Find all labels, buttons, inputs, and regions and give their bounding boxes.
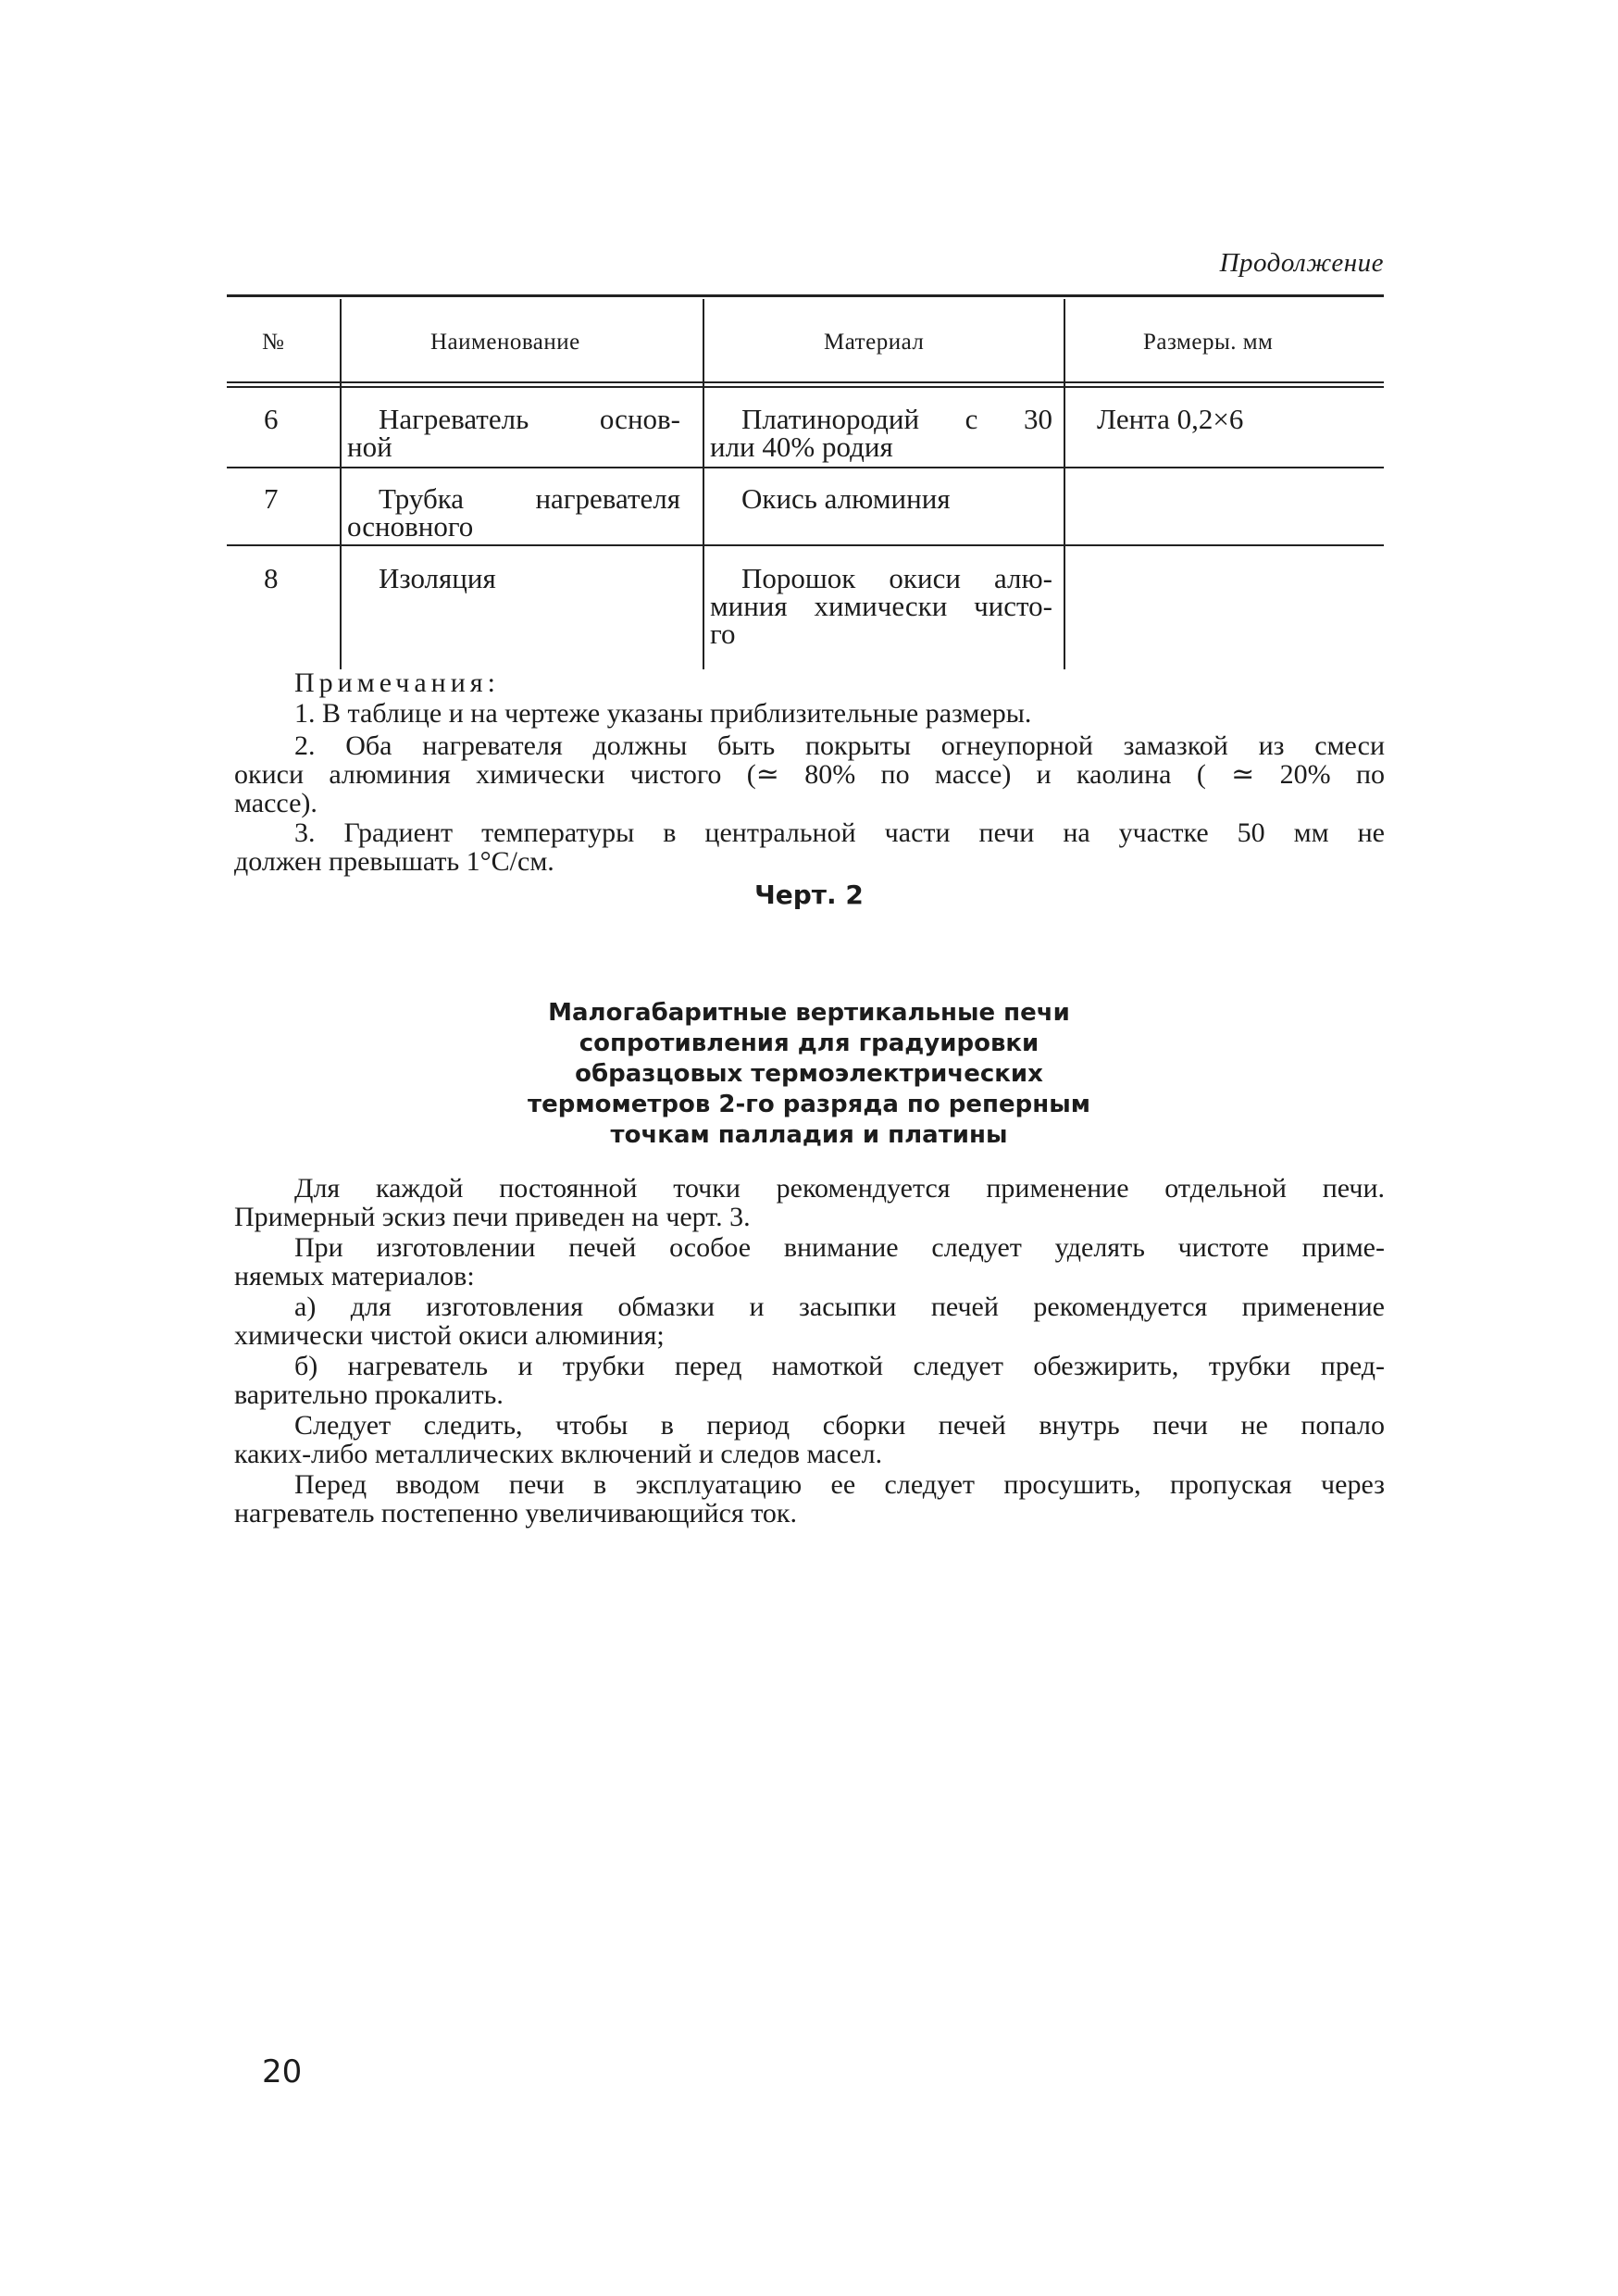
page-number: 20	[262, 2053, 303, 2090]
table-col-rule	[703, 299, 704, 669]
notes-title: Примечания:	[294, 668, 500, 698]
section-heading: Малогабаритные вертикальные печи сопротивления для градуировки образцовых термоэлектрических термометров 2-го разряда по реперным точкам палладия и платины	[528, 999, 1090, 1149]
row-6-name: Нагреватель основ- ной	[347, 403, 680, 463]
header-material: Материал	[824, 330, 925, 355]
header-size: Размеры. мм	[1143, 330, 1274, 355]
table-row-rule	[227, 544, 1384, 546]
table-row-rule	[227, 467, 1384, 468]
row-8-number: 8	[264, 562, 279, 594]
note-1: 1. В таблице и на чертеже указаны приблизительные размеры.	[294, 698, 1032, 729]
row-6-size: Лента 0,2×6	[1097, 403, 1244, 435]
table-top-rule	[227, 294, 1384, 297]
paragraph-3: а) для изготовления обмазки и засыпки печей рекомендуется применение химически чистой окиси алюминия;	[234, 1292, 1385, 1351]
paragraph-2: При изготовлении печей особое внимание следует уделять чистоте приме- няемых материалов:	[234, 1232, 1385, 1292]
table-col-rule	[340, 299, 342, 669]
row-8-name: Изоляция	[379, 562, 496, 594]
table-header-rule-2	[227, 386, 1384, 388]
row-8-material: Порошок окиси алю- миния химически чисто- го	[710, 562, 1052, 650]
paragraph-4: б) нагреватель и трубки перед намоткой следует обезжирить, трубки пред- варительно прокалить.	[234, 1351, 1385, 1410]
header-name: Наименование	[430, 330, 580, 355]
table-header-rule	[227, 381, 1384, 383]
paragraph-6: Перед вводом печи в эксплуатацию ее следует просушить, пропуская через нагреватель постепенно увеличивающийся ток.	[234, 1469, 1385, 1529]
note-3: 3. Градиент температуры в центральной части печи на участке 50 мм не должен превышать 1°С/см.	[234, 817, 1385, 877]
figure-caption: Черт. 2	[754, 880, 864, 910]
paragraph-1: Для каждой постоянной точки рекомендуется применение отдельной печи. Примерный эскиз печи приведен на черт. 3.	[234, 1173, 1385, 1232]
continuation-label: Продолжение	[1219, 248, 1384, 278]
row-7-material: Окись алюминия	[741, 482, 951, 515]
row-7-name: Трубка нагревателя основного	[347, 482, 680, 543]
paragraph-5: Следует следить, чтобы в период сборки печей внутрь печи не попало каких-либо металлических включений и следов масел.	[234, 1410, 1385, 1469]
header-number: №	[262, 330, 285, 355]
row-7-number: 7	[264, 482, 279, 515]
table-col-rule	[1064, 299, 1065, 669]
note-2: 2. Оба нагревателя должны быть покрыты огнеупорной замазкой из смеси окиси алюминия химически чистого (≃ 80% по массе) и каолина ( ≃ 20% по массе).	[234, 730, 1385, 818]
row-6-number: 6	[264, 403, 279, 435]
row-6-material: Платинородий с 30 или 40% родия	[710, 403, 1052, 463]
